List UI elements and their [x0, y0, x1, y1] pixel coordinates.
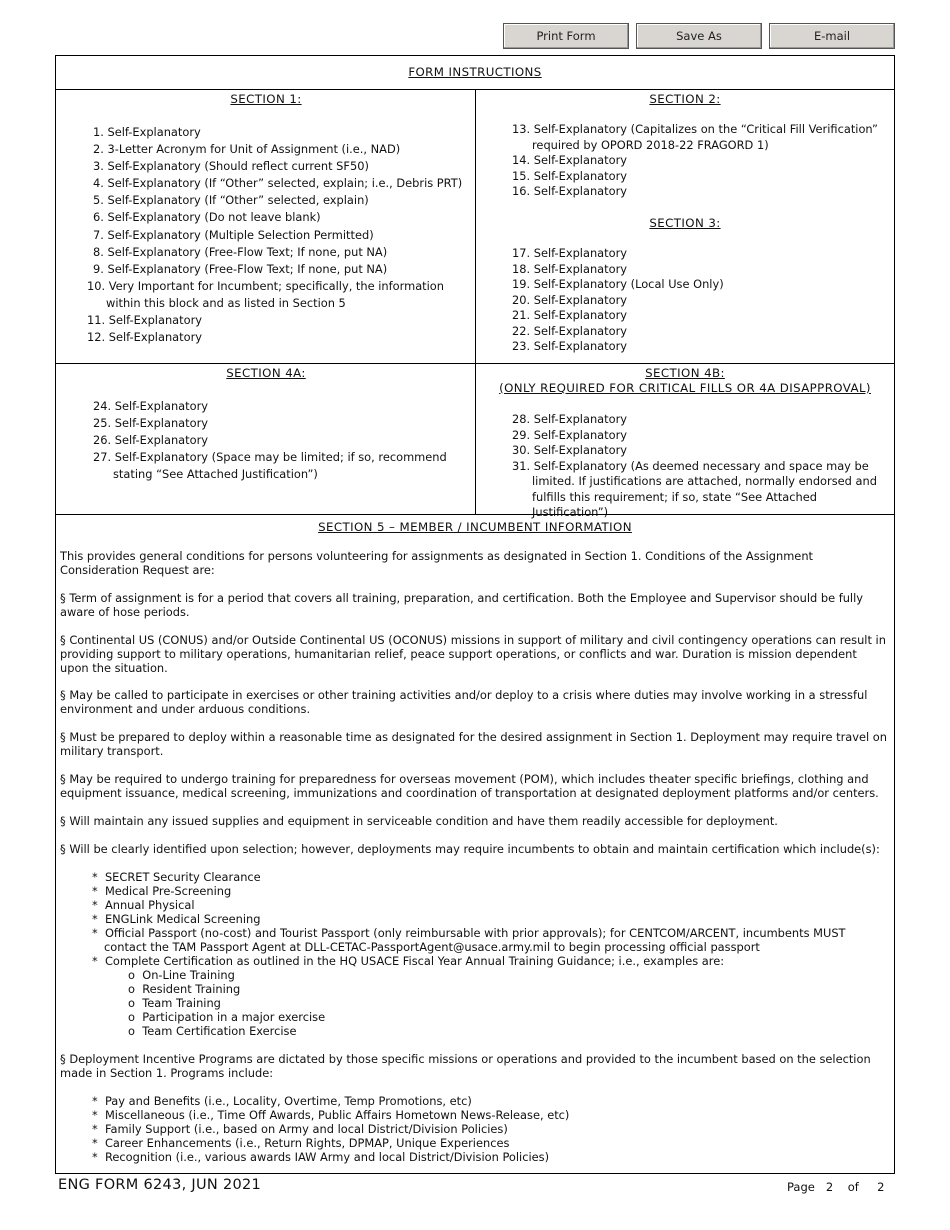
list-item: 19. Self-Explanatory (Local Use Only)	[512, 277, 724, 291]
bullet-glyph: *	[92, 898, 98, 912]
section2-title: SECTION 2:	[649, 92, 721, 106]
condition-pom: § May be required to undergo training for preparedness for overseas movement (POM), which includes theater specific briefings, clothing and equipment issuance, medical screening, immunizations and coordination of transportation at designated deployment platforms and/or centers.	[60, 772, 879, 800]
incentive-list	[92, 1094, 884, 1164]
section1-title: SECTION 1:	[230, 92, 302, 106]
form-toolbar	[503, 23, 895, 51]
bullet-glyph: *	[92, 926, 98, 940]
bullet-glyph: *	[92, 1094, 98, 1108]
sub-bullet-glyph: o	[128, 1010, 135, 1024]
list-item-continued: fulfills this requirement; if so, state “See Attached Justification”)	[532, 489, 818, 519]
page-total: 2	[877, 1180, 885, 1194]
list-item: 4. Self-Explanatory (If “Other” selected, explain; i.e., Debris PRT)	[93, 176, 463, 191]
list-item	[92, 1108, 884, 1122]
condition-exercises: § May be called to participate in exercises or other training activities and/or deploy to a crisis where duties may involve working in a stressful environment and under arduous conditions.	[60, 688, 868, 716]
list-item: 31. Self-Explanatory (As deemed necessary and space may be	[512, 458, 869, 473]
list-item: 10. Very Important for Incumbent; specifically, the information	[87, 278, 444, 293]
section4b-list	[512, 412, 892, 521]
list-item	[92, 884, 884, 898]
section1-list	[87, 124, 473, 346]
condition-deploy: § Must be prepared to deploy within a reasonable time as designated for the desired assignment in Section 1. Deployment may require travel on military transport.	[60, 730, 887, 758]
bullet-glyph: *	[92, 1122, 98, 1136]
page-label: Page	[787, 1180, 815, 1194]
list-item: 14. Self-Explanatory	[512, 153, 628, 168]
condition-term: § Term of assignment is for a period that covers all training, preparation, and certification. Both the Employee and Supervisor should be fully aware of hose periods.	[60, 591, 864, 619]
list-item	[92, 912, 884, 926]
list-item: 9. Self-Explanatory (Free-Flow Text; If none, put NA)	[93, 261, 388, 276]
bullet-glyph: *	[92, 870, 98, 884]
list-item: 29. Self-Explanatory	[512, 427, 628, 442]
sub-list-item-text: Team Certification Exercise	[142, 1024, 297, 1038]
list-item	[92, 1150, 884, 1164]
list-item: 23. Self-Explanatory	[512, 339, 628, 353]
section4b-subtitle-text: (ONLY REQUIRED FOR CRITICAL FILLS OR 4A DISAPPROVAL)	[499, 381, 871, 395]
list-item	[92, 1094, 884, 1108]
form-identifier: ENG FORM 6243, JUN 2021	[58, 1177, 262, 1193]
page-indicator	[787, 1180, 884, 1194]
email-button[interactable]: E-mail	[769, 23, 895, 49]
list-item-text: Miscellaneous (i.e., Time Off Awards, Public Affairs Hometown News-Release, etc)	[104, 1108, 570, 1122]
list-item: 21. Self-Explanatory	[512, 308, 628, 322]
form-frame	[55, 55, 895, 1174]
print-form-button[interactable]: Print Form	[503, 23, 629, 49]
list-item-text: Recognition (i.e., various awards IAW Army and local District/Division Policies)	[104, 1150, 550, 1164]
sub-list-item-text: Team Training	[142, 996, 221, 1010]
of-label: of	[847, 1180, 859, 1194]
list-item: 3. Self-Explanatory (Should reflect current SF50)	[93, 159, 369, 174]
list-item: 12. Self-Explanatory	[87, 330, 203, 345]
list-item	[92, 870, 884, 884]
list-item: 5. Self-Explanatory (If “Other” selected, explain)	[93, 193, 369, 208]
sub-list-item	[128, 968, 884, 982]
list-item-text: Family Support (i.e., based on Army and local District/Division Policies)	[104, 1122, 508, 1136]
list-item: 8. Self-Explanatory (Free-Flow Text; If none, put NA)	[93, 244, 388, 259]
save-as-button[interactable]: Save As	[636, 23, 762, 49]
list-item: 24. Self-Explanatory	[93, 399, 209, 413]
condition-missions: § Continental US (CONUS) and/or Outside Continental US (OCONUS) missions in support of military and civil contingency operations can result in providing support to military operations, humanitarian relief, peace support operations, or conflicts and war. Duration is mission dependent upon the situation.	[60, 633, 886, 675]
condition-supplies: § Will maintain any issued supplies and equipment in serviceable condition and have them readily accessible for deployment.	[60, 814, 778, 828]
list-item-text: Complete Certification as outlined in the HQ USACE Fiscal Year Annual Training Guidance; i.e., examples are:	[104, 954, 725, 968]
list-item: 15. Self-Explanatory	[512, 168, 628, 183]
bullet-glyph: *	[92, 1136, 98, 1150]
sub-list-item-text: Resident Training	[142, 982, 241, 996]
section3-title: SECTION 3:	[649, 216, 721, 230]
sub-bullet-glyph: o	[128, 996, 135, 1010]
sub-list-item	[128, 1024, 884, 1038]
list-item: 28. Self-Explanatory	[512, 412, 628, 426]
list-item: 7. Self-Explanatory (Multiple Selection Permitted)	[93, 227, 374, 242]
list-item-text: Career Enhancements (i.e., Return Rights, DPMAP, Unique Experiences	[104, 1136, 510, 1150]
list-item	[92, 926, 884, 954]
list-item	[92, 898, 884, 912]
section5-title: SECTION 5 – MEMBER / INCUMBENT INFORMATION	[318, 520, 632, 534]
bullet-glyph: *	[92, 954, 98, 968]
section3-list	[512, 246, 892, 355]
list-item: 30. Self-Explanatory	[512, 443, 628, 457]
page-number: 2	[825, 1180, 834, 1194]
training-examples	[92, 968, 884, 1038]
list-item-text: Annual Physical	[104, 898, 195, 912]
list-item: 27. Self-Explanatory (Space may be limited; if so, recommend	[93, 450, 447, 465]
condition-certification: § Will be clearly identified upon selection; however, deployments may require incumbents to obtain and maintain certification which include(s):	[60, 842, 880, 856]
list-item	[92, 954, 884, 968]
list-item: 1. Self-Explanatory	[93, 125, 201, 139]
incentive-intro: § Deployment Incentive Programs are dictated by those specific missions or operations and provided to the incumbent based on the selection made in Section 1. Programs include:	[60, 1052, 871, 1080]
section4a-list	[93, 398, 473, 483]
section4a-title: SECTION 4A:	[226, 366, 306, 380]
sub-list-item	[128, 996, 884, 1010]
column-divider	[475, 89, 476, 514]
certification-list	[92, 870, 884, 1038]
section2-list	[512, 122, 892, 200]
list-item-text: Medical Pre-Screening	[104, 884, 232, 898]
sub-list-item-text: Participation in a major exercise	[142, 1010, 326, 1024]
sub-bullet-glyph: o	[128, 982, 135, 996]
bullet-glyph: *	[92, 1150, 98, 1164]
sub-list-item	[128, 1010, 884, 1024]
list-item-text: Official Passport (no-cost) and Tourist Passport (only reimbursable with prior approvals); for CENTCOM/ARCENT, incumbents MUST contact the TAM Passport Agent at DLL-CETAC-PassportAgent@usace.army.mil to begin processing official passport	[104, 926, 846, 954]
divider	[56, 363, 894, 364]
list-item: 20. Self-Explanatory	[512, 292, 628, 307]
sub-bullet-glyph: o	[128, 1024, 135, 1038]
list-item: 11. Self-Explanatory	[87, 313, 203, 328]
list-item: 22. Self-Explanatory	[512, 323, 628, 338]
bullet-glyph: *	[92, 884, 98, 898]
list-item-text: SECRET Security Clearance	[104, 870, 261, 884]
sub-bullet-glyph: o	[128, 968, 135, 982]
list-item: 17. Self-Explanatory	[512, 246, 628, 260]
bullet-glyph: *	[92, 1108, 98, 1122]
list-item: 26. Self-Explanatory	[93, 433, 209, 448]
list-item-continued: limited. If justifications are attached, normally endorsed and	[532, 474, 877, 488]
bullet-glyph: *	[92, 912, 98, 926]
list-item	[92, 1122, 884, 1136]
list-item-text: ENGLink Medical Screening	[104, 912, 261, 926]
list-item: 6. Self-Explanatory (Do not leave blank)	[93, 210, 321, 225]
list-item-continued: within this block and as listed in Section 5	[106, 295, 346, 310]
list-item-text: Pay and Benefits (i.e., Locality, Overtime, Temp Promotions, etc)	[104, 1094, 472, 1108]
form-instructions-title: FORM INSTRUCTIONS	[408, 65, 542, 79]
section5-intro: This provides general conditions for persons volunteering for assignments as designated in Section 1. Conditions of the Assignment Consideration Request are:	[60, 549, 813, 577]
section4b-title: SECTION 4B:	[645, 366, 725, 380]
list-item: 13. Self-Explanatory (Capitalizes on the “Critical Fill Verification”	[512, 122, 878, 136]
list-item: 18. Self-Explanatory	[512, 261, 628, 276]
list-item-continued: required by OPORD 2018-22 FRAGORD 1)	[532, 137, 769, 152]
list-item-continued: stating “See Attached Justification”)	[113, 467, 318, 482]
sub-list-item	[128, 982, 884, 996]
sub-list-item-text: On-Line Training	[142, 968, 235, 982]
section4b-subtitle	[476, 381, 894, 395]
list-item: 2. 3-Letter Acronym for Unit of Assignment (i.e., NAD)	[93, 142, 401, 157]
list-item: 16. Self-Explanatory	[512, 184, 628, 199]
list-item	[92, 1136, 884, 1150]
list-item: 25. Self-Explanatory	[93, 416, 209, 431]
divider	[56, 514, 894, 515]
